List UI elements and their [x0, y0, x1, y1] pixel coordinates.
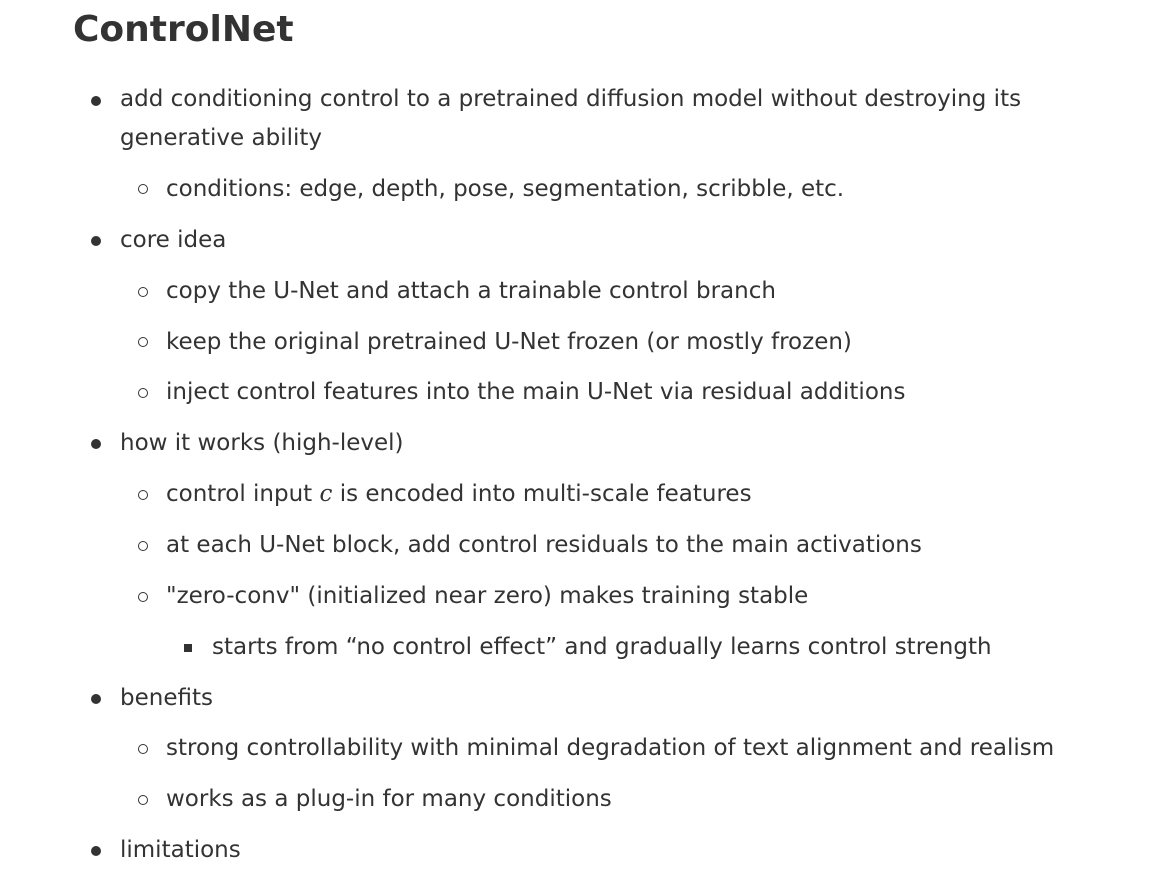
- text-segment: control input: [166, 481, 320, 507]
- list-item: limitations: [120, 837, 241, 863]
- list-item: [166, 475, 752, 514]
- list-item: strong controllability with minimal degradation of text alignment and realism: [166, 735, 1055, 761]
- bullet-circle: [138, 795, 148, 805]
- math-variable: c: [319, 481, 333, 507]
- list-item: benefits: [120, 685, 213, 711]
- bullet-circle: [138, 388, 148, 398]
- list-item: keep the original pretrained U-Net frozen (or mostly frozen): [166, 329, 852, 355]
- list-item: core idea: [120, 227, 227, 253]
- list-item: how it works (high-level): [120, 430, 404, 456]
- bullet-disc: [91, 96, 101, 106]
- bullet-circle: [138, 541, 148, 551]
- list-item: at each U-Net block, add control residuals to the main activations: [166, 532, 922, 558]
- list-item: conditions: edge, depth, pose, segmentation, scribble, etc.: [166, 176, 845, 202]
- list-item: inject control features into the main U-Net via residual additions: [166, 379, 906, 405]
- bullet-square: [184, 644, 192, 652]
- bullet-disc: [91, 694, 101, 704]
- bullet-disc: [91, 439, 101, 449]
- list-item: starts from “no control effect” and gradually learns control strength: [212, 634, 992, 660]
- bullet-circle: [138, 184, 148, 194]
- bullet-circle: [138, 287, 148, 297]
- text-segment: is encoded into multi-scale features: [332, 481, 752, 507]
- bullet-circle: [138, 490, 148, 500]
- bullet-circle: [138, 337, 148, 347]
- list-item: "zero-conv" (initialized near zero) makes training stable: [166, 583, 809, 609]
- page-title: ControlNet: [73, 9, 294, 50]
- bullet-circle: [138, 744, 148, 754]
- bullet-disc: [91, 236, 101, 246]
- list-item: copy the U-Net and attach a trainable control branch: [166, 278, 776, 304]
- list-item: add conditioning control to a pretrained diffusion model without destroying its generative ability: [120, 86, 1022, 151]
- bullet-circle: [138, 592, 148, 602]
- list-item: works as a plug-in for many conditions: [166, 786, 612, 812]
- bullet-disc: [91, 846, 101, 856]
